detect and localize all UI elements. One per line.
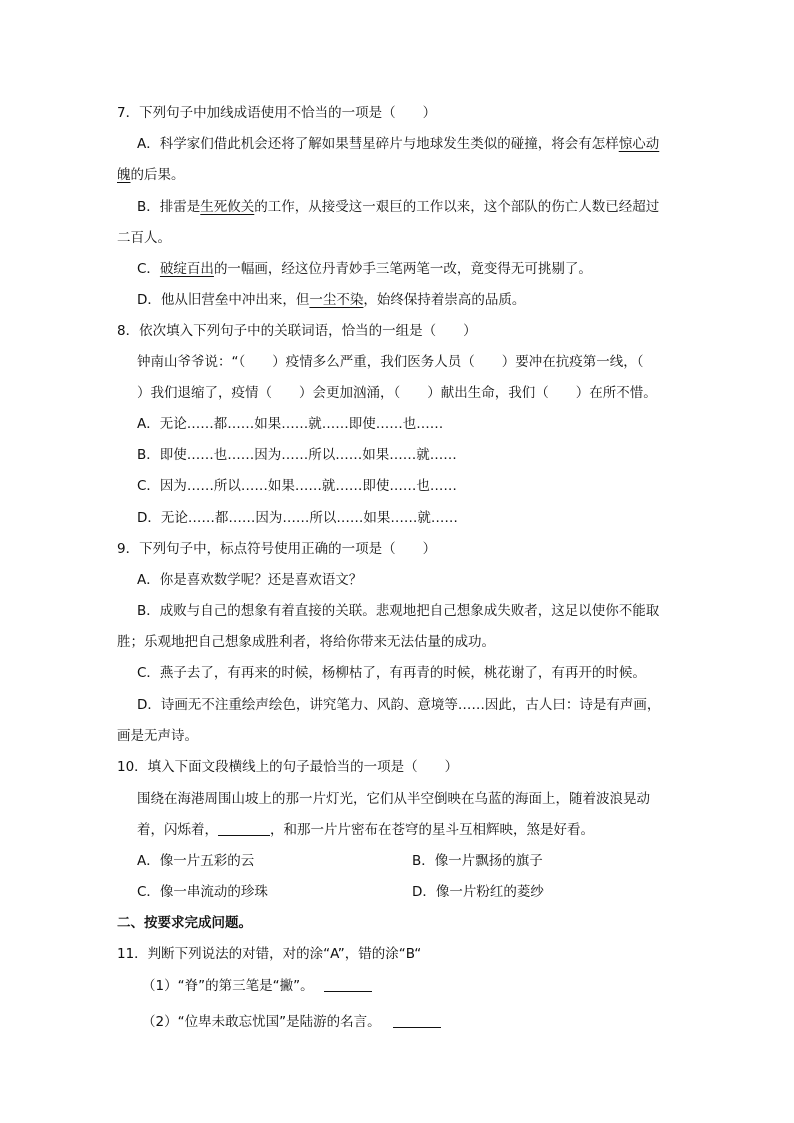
q10-option-c: C．像一串流动的珍珠 xyxy=(137,884,268,900)
q7-option-b: B．排雷是生死攸关的工作，从接受这一艰巨的工作以来，这个部队的伤亡人数已经超过 xyxy=(137,199,660,215)
q7-d-idiom: 一尘不染 xyxy=(309,292,364,308)
section-title: 二、按要求完成问题。 xyxy=(117,915,252,931)
q7-option-a: A．科学家们借此机会还将了解如果彗星碎片与地球发生类似的碰撞，将会有怎样惊心动 xyxy=(137,136,660,152)
q8-option-b: B．即使……也……因为……所以……如果……就…… xyxy=(137,447,457,463)
q10-stem: 10．填入下面文段横线上的句子最恰当的一项是（ ） xyxy=(117,759,459,775)
q10-fill-blank[interactable] xyxy=(218,821,270,836)
q8-option-a: A．无论……都……如果……就……即使……也…… xyxy=(137,416,444,432)
q9-option-c: C．燕子去了，有再来的时候，杨柳枯了，有再青的时候，桃花谢了，有再开的时候。 xyxy=(137,665,646,681)
q11-item-1-answer-blank[interactable] xyxy=(324,977,372,992)
q8-stem: 8．依次填入下列句子中的关联词语，恰当的一组是（ ） xyxy=(117,323,477,339)
q11-item-2-answer-blank[interactable] xyxy=(393,1013,441,1028)
q9-option-b-cont: 胜；乐观地把自己想象成胜利者，将给你带来无法估量的成功。 xyxy=(117,634,495,650)
q11-item-1: （1）“脊”的第三笔是“撇”。 xyxy=(142,976,372,996)
q10-option-b: B．像一片飘扬的旗子 xyxy=(412,853,543,869)
q11-stem: 11．判断下列说法的对错，对的涂“A”，错的涂“B“ xyxy=(117,946,422,962)
q8-passage: 钟南山爷爷说：“（ ）疫情多么严重，我们医务人员（ ）要冲在抗疫第一线，（ xyxy=(137,354,644,370)
q10-option-d: D．像一片粉红的菱纱 xyxy=(412,884,544,900)
q8-option-d: D．无论……都……因为……所以……如果……就…… xyxy=(137,510,458,526)
q7-option-d: D．他从旧营垒中冲出来，但一尘不染，始终保持着崇高的品质。 xyxy=(137,292,526,308)
q9-option-a: A．你是喜欢数学呢？还是喜欢语文？ xyxy=(137,572,363,588)
q7-stem: 7．下列句子中加线成语使用不恰当的一项是（ ） xyxy=(117,105,437,121)
q8-option-c: C．因为……所以……如果……就……即使……也…… xyxy=(137,478,457,494)
q9-option-d: D．诗画无不注重绘声绘色，讲究笔力、风韵、意境等……因此，古人曰：诗是有声画， xyxy=(137,697,661,713)
q7-c-idiom: 破绽百出 xyxy=(159,261,214,277)
q7-option-c: C．破绽百出的一幅画，经这位丹青妙手三笔两笔一改，竟变得无可挑剔了。 xyxy=(137,261,592,277)
q8-passage-cont: ）我们退缩了，疫情（ ）会更加汹涌，（ ）献出生命，我们（ ）在所不惜。 xyxy=(137,385,657,401)
q7-a-idiom-cont: 魄 xyxy=(117,167,131,183)
q10-option-a: A．像一片五彩的云 xyxy=(137,853,255,869)
q9-stem: 9．下列句子中，标点符号使用正确的一项是（ ） xyxy=(117,541,437,557)
q7-option-a-cont: 魄的后果。 xyxy=(117,167,185,183)
q10-passage-cont: 着，闪烁着， ，和那一片片密布在苍穹的星斗互相辉映，煞是好看。 xyxy=(137,822,594,838)
q7-b-idiom: 生死攸关 xyxy=(200,199,255,215)
q10-passage: 围绕在海港周围山坡上的那一片灯光，它们从半空倒映在乌蓝的海面上，随着波浪晃动 xyxy=(137,791,650,807)
q7-option-b-cont: 二百人。 xyxy=(117,230,171,246)
q9-option-d-cont: 画是无声诗。 xyxy=(117,728,198,744)
q7-a-idiom: 惊心动 xyxy=(618,136,660,152)
q11-item-2: （2）“位卑未敢忘忧国”是陆游的名言。 xyxy=(142,1012,441,1032)
q9-option-b: B．成败与自己的想象有着直接的关联。悲观地把自己想象成失败者，这足以使你不能取 xyxy=(137,603,660,619)
